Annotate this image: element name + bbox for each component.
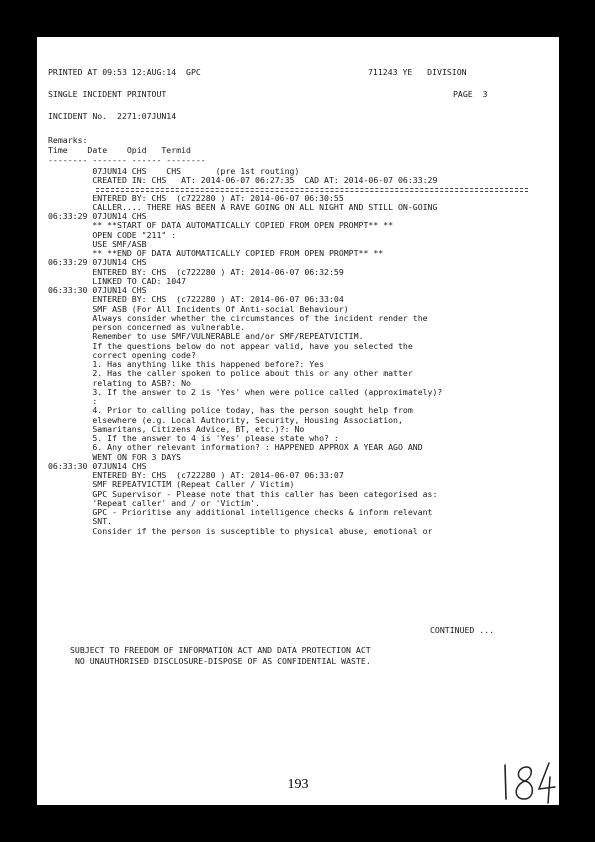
document-page bbox=[37, 37, 559, 805]
log-separator bbox=[96, 188, 528, 192]
log-line: ENTERED BY: CHS (c722280 ) AT: 2014-06-07 06:32:59 bbox=[48, 266, 344, 277]
log-line: LINKED TO CAD: 1047 bbox=[48, 275, 187, 286]
log-line: OPEN CODE "211" : bbox=[48, 229, 177, 240]
log-line: ** **END OF DATA AUTOMATICALLY COPIED FROM OPEN PROMPT** ** bbox=[48, 248, 384, 258]
continued-note: CONTINUED ... bbox=[430, 625, 495, 635]
log-line: 6. Any other relevant information? : HAPPENED APPROX A YEAR AGO AND bbox=[48, 442, 423, 453]
log-line: GPC Supervisor - Please note that this caller has been categorised as: bbox=[48, 488, 438, 499]
incident-number: INCIDENT No. 2271:07JUN14 bbox=[48, 111, 177, 121]
log-line: 06:33:29 07JUN14 CHS bbox=[48, 257, 147, 268]
log-line: Remember to use SMF/VULNERABLE and/or SMF/REPEATVICTIM. bbox=[48, 331, 364, 342]
log-line: ENTERED BY: CHS (c722280 ) AT: 2014-06-07 06:30:55 bbox=[48, 192, 344, 203]
division-code: 711243 YE DIVISION bbox=[368, 67, 467, 77]
log-line: 5. If the answer to 4 is 'Yes' please state who? : bbox=[48, 433, 339, 443]
log-line: Samaritans, Citizens Advice, BT, etc.)?: No bbox=[48, 423, 305, 434]
log-line: correct opening code? bbox=[48, 349, 196, 360]
log-line: relating to ASB?: No bbox=[48, 377, 191, 388]
log-line: 4. Prior to calling police today, has the person sought help from bbox=[48, 405, 413, 416]
log-line: CALLER.... THERE HAS BEEN A RAVE GOING ON ALL NIGHT AND STILL ON-GOING bbox=[48, 201, 438, 212]
log-line: CREATED IN: CHS AT: 2014-06-07 06:27:35 CAD AT: 2014-06-07 06:33:29 bbox=[48, 175, 438, 186]
log-line: 06:33:30 07JUN14 CHS bbox=[48, 285, 147, 295]
handwritten-page-number bbox=[497, 757, 557, 805]
log-line: person concerned as vulnerable. bbox=[48, 322, 246, 332]
log-line: ** **START OF DATA AUTOMATICALLY COPIED FROM OPEN PROMPT** ** bbox=[48, 220, 394, 231]
remarks-label: Remarks: bbox=[48, 135, 88, 145]
log-line: GPC - Prioritise any additional intelligence checks & inform relevant bbox=[48, 507, 433, 517]
printed-timestamp: PRINTED AT 09:53 12:AUG:14 GPC bbox=[48, 67, 201, 77]
log-line: SMF REPEATVICTIM (Repeat Caller / Victim) bbox=[48, 479, 295, 490]
footer-notice-line-1: SUBJECT TO FREEDOM OF INFORMATION ACT AND DATA PROTECTION ACT bbox=[70, 645, 371, 655]
log-line: If the questions below do not appear valid, have you selected the bbox=[48, 340, 413, 351]
printout-title: SINGLE INCIDENT PRINTOUT bbox=[48, 89, 167, 99]
column-headers: Time Date Opid Termid bbox=[48, 145, 191, 155]
log-line: USE SMF/ASB bbox=[48, 238, 147, 249]
log-line: ENTERED BY: CHS (c722280 ) AT: 2014-06-07 06:33:07 bbox=[48, 470, 344, 480]
log-line: 3. If the answer to 2 is 'Yes' when were police called (approximately)? bbox=[48, 386, 443, 397]
printout-page-number: PAGE 3 bbox=[453, 89, 488, 99]
page-number: 193 bbox=[287, 777, 309, 792]
log-line: Always consider whether the circumstances of the incident render the bbox=[48, 312, 428, 323]
log-line: 07JUN14 CHS CHS (pre 1st routing) bbox=[48, 166, 300, 176]
log-line: SMF ASB (For All Incidents Of Anti-social Behaviour) bbox=[48, 303, 349, 314]
log-line: ENTERED BY: CHS (c722280 ) AT: 2014-06-07 06:33:04 bbox=[48, 294, 344, 305]
log-line: 2. Has the caller spoken to police about this or any other matter bbox=[48, 368, 413, 379]
log-line: 06:33:30 07JUN14 CHS bbox=[48, 460, 147, 471]
log-line: Consider if the person is susceptible to physical abuse, emotional or bbox=[48, 525, 433, 536]
log-line: SNT. bbox=[48, 516, 113, 527]
log-line: 06:33:29 07JUN14 CHS bbox=[48, 211, 147, 221]
log-line: : bbox=[48, 396, 98, 406]
column-underline: -------- ------- ------ -------- bbox=[48, 155, 206, 165]
footer-notice-line-2: NO UNAUTHORISED DISCLOSURE-DISPOSE OF AS CONFIDENTIAL WASTE. bbox=[75, 656, 371, 666]
log-line: 'Repeat caller' and / or 'Victim'. bbox=[48, 497, 260, 508]
log-line: WENT ON FOR 3 DAYS bbox=[48, 451, 182, 462]
log-line: elsewhere (e.g. Local Authority, Security, Housing Association, bbox=[48, 414, 403, 425]
log-line: 1. Has anything like this happened before?: Yes bbox=[48, 359, 325, 369]
incident-log bbox=[48, 167, 553, 536]
